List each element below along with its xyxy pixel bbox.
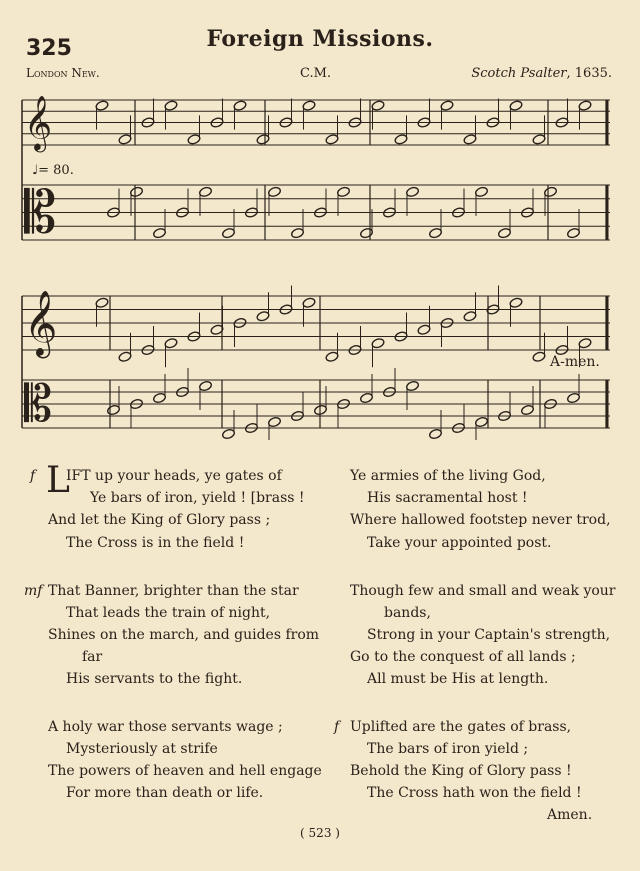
dynamic-marking: f bbox=[334, 719, 340, 735]
treble-clef-icon: 𝄞 bbox=[24, 289, 58, 356]
note-head bbox=[532, 134, 546, 146]
note-head bbox=[509, 100, 523, 112]
note-head bbox=[152, 392, 166, 404]
note-head bbox=[497, 227, 511, 239]
note-head bbox=[256, 310, 270, 322]
note-head bbox=[428, 428, 442, 440]
note-head bbox=[417, 324, 431, 336]
verse-line: far bbox=[82, 649, 103, 665]
drop-cap: L bbox=[46, 460, 70, 501]
note-head bbox=[129, 186, 143, 198]
note-head bbox=[509, 297, 523, 309]
verse-line: His servants to the fight. bbox=[66, 671, 243, 687]
verse-line: Behold the King of Glory pass ! bbox=[350, 763, 572, 779]
note-head bbox=[566, 227, 580, 239]
note-head bbox=[198, 380, 212, 392]
dynamic-marking: mf bbox=[24, 583, 43, 599]
note-head bbox=[164, 100, 178, 112]
verse-line: Uplifted are the gates of brass, bbox=[350, 719, 572, 735]
note-head bbox=[394, 134, 408, 146]
note-head bbox=[578, 337, 592, 349]
note-head bbox=[118, 351, 132, 363]
note-head bbox=[256, 134, 270, 146]
verse-line: Strong in your Captain's strength, bbox=[367, 627, 611, 643]
verse-line: Where hallowed footstep never trod, bbox=[350, 512, 611, 528]
note-head bbox=[233, 100, 247, 112]
tenor-clef-icon: 𝄡 bbox=[24, 373, 53, 433]
verse-line: Shines on the march, and guides from bbox=[48, 627, 320, 643]
verse-line: bands, bbox=[384, 605, 431, 621]
note-head bbox=[532, 351, 546, 363]
verse-line: That leads the train of night, bbox=[66, 605, 271, 621]
note-head bbox=[359, 392, 373, 404]
tempo-marking: ♩= 80. bbox=[32, 163, 74, 178]
note-head bbox=[325, 134, 339, 146]
note-head bbox=[198, 186, 212, 198]
hymn-number: 325 bbox=[26, 36, 72, 61]
dynamic-marking: f bbox=[30, 468, 36, 484]
treble-clef-icon: 𝄞 bbox=[24, 95, 52, 151]
note-head bbox=[325, 351, 339, 363]
note-head bbox=[428, 227, 442, 239]
note-head bbox=[578, 100, 592, 112]
note-head bbox=[463, 134, 477, 146]
note-head bbox=[336, 186, 350, 198]
note-head bbox=[152, 227, 166, 239]
note-head bbox=[520, 404, 534, 416]
verse-line: Amen. bbox=[547, 807, 593, 823]
note-head bbox=[118, 134, 132, 146]
verse-line: His sacramental host ! bbox=[367, 490, 528, 506]
note-head bbox=[221, 428, 235, 440]
note-head bbox=[474, 186, 488, 198]
note-head bbox=[463, 310, 477, 322]
verse-line: That Banner, brighter than the star bbox=[48, 583, 299, 599]
verse-line: The powers of heaven and hell engage bbox=[48, 763, 322, 779]
verse-line: IFT up your heads, ye gates of bbox=[66, 468, 282, 484]
verse-line: Ye bars of iron, yield ! [brass ! bbox=[90, 490, 305, 506]
verse-line: A holy war those servants wage ; bbox=[48, 719, 283, 735]
note-head bbox=[440, 100, 454, 112]
verse-line: The bars of iron yield ; bbox=[367, 741, 529, 757]
note-head bbox=[187, 134, 201, 146]
note-head bbox=[405, 380, 419, 392]
tenor-clef-icon: 𝄡 bbox=[24, 177, 57, 246]
meter: C.M. bbox=[300, 66, 332, 81]
verse-line: All must be His at length. bbox=[367, 671, 549, 687]
note-head bbox=[371, 337, 385, 349]
hymn-title: Foreign Missions. bbox=[206, 26, 434, 52]
note-head bbox=[302, 100, 316, 112]
note-head bbox=[164, 337, 178, 349]
verse-line: For more than death or life. bbox=[66, 785, 264, 801]
note-head bbox=[371, 100, 385, 112]
note-head bbox=[474, 416, 488, 428]
note-head bbox=[106, 404, 120, 416]
amen-label: A-men. bbox=[550, 354, 600, 370]
verse-line: Take your appointed post. bbox=[367, 535, 552, 551]
verse-line: And let the King of Glory pass ; bbox=[48, 512, 271, 528]
verse-line: Ye armies of the living God, bbox=[350, 468, 546, 484]
verse-line: The Cross hath won the field ! bbox=[367, 785, 582, 801]
tune-name: London New. bbox=[26, 66, 100, 80]
note-head bbox=[267, 186, 281, 198]
note-head bbox=[267, 416, 281, 428]
note-head bbox=[302, 297, 316, 309]
note-head bbox=[95, 100, 109, 112]
source-year: , 1635. bbox=[566, 66, 612, 81]
verse-line: Mysteriously at strife bbox=[66, 741, 218, 757]
note-head bbox=[543, 186, 557, 198]
verse-line: The Cross is in the field ! bbox=[66, 535, 245, 551]
note-head bbox=[566, 392, 580, 404]
source-name: Scotch Psalter bbox=[471, 66, 567, 81]
note-head bbox=[290, 227, 304, 239]
note-head bbox=[95, 297, 109, 309]
verse-line: Though few and small and weak your bbox=[350, 583, 616, 599]
note-head bbox=[359, 227, 373, 239]
note-head bbox=[221, 227, 235, 239]
note-head bbox=[405, 186, 419, 198]
page-number: ( 523 ) bbox=[300, 826, 340, 840]
verse-line: Go to the conquest of all lands ; bbox=[350, 649, 576, 665]
